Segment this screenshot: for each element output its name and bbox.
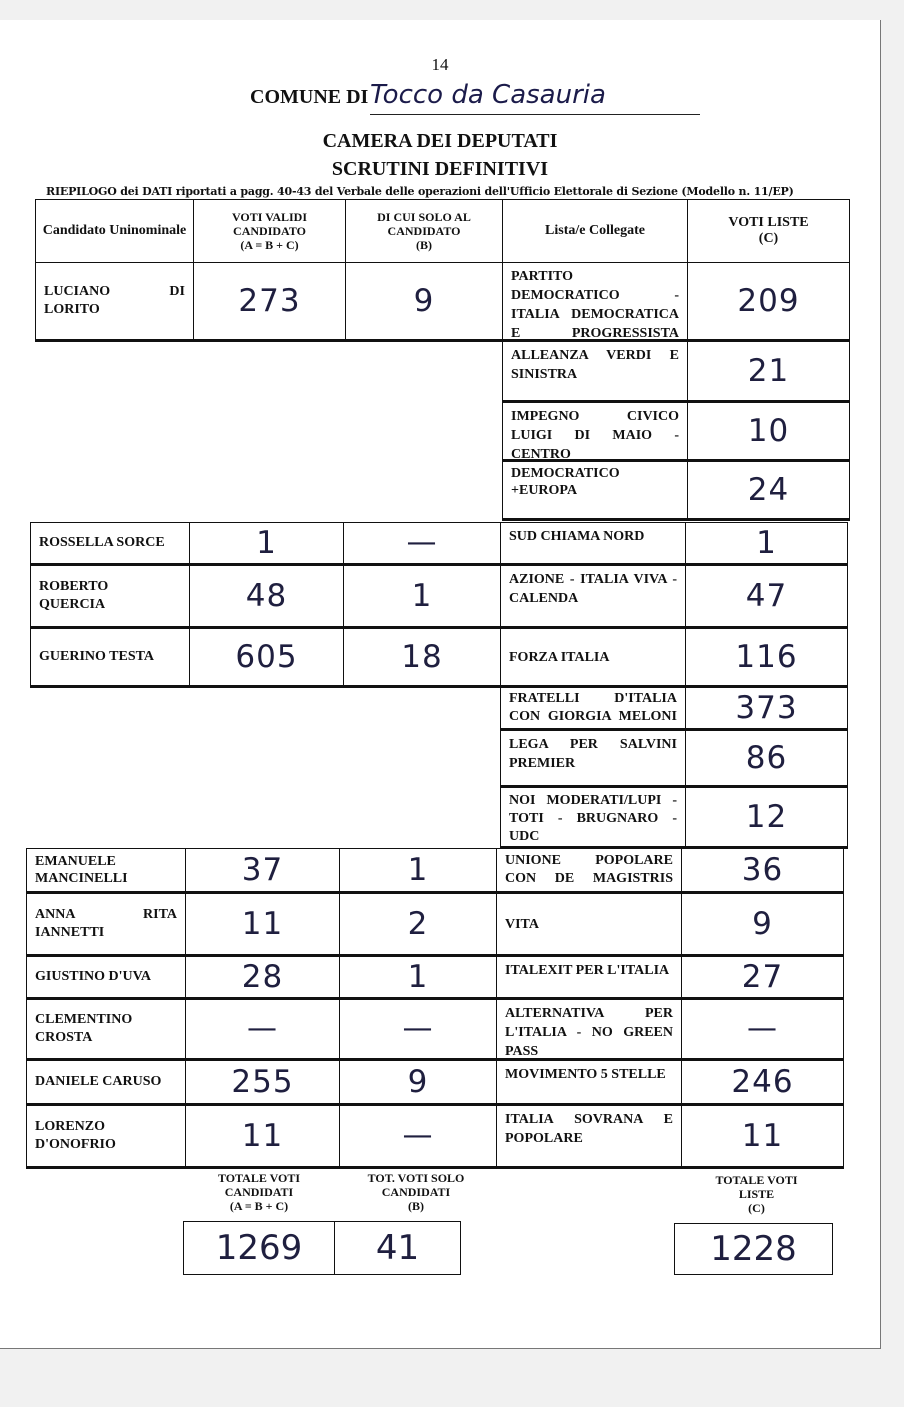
totals-lists-code: (C) [748, 1201, 765, 1215]
candidate-valid-votes: 11 [185, 893, 340, 957]
candidate-name [26, 893, 186, 957]
candidate-only-votes: 1 [339, 956, 497, 1000]
candidate-name: GIUSTINO D'UVA [26, 956, 186, 1000]
header-list-votes-label: VOTI LISTE [728, 215, 809, 230]
candidate-name [26, 1105, 186, 1169]
candidate-name-text: LORENZO D'ONOFRIO [35, 1119, 116, 1152]
list-votes: 86 [685, 730, 848, 788]
totals-lists-value: 1228 [674, 1223, 833, 1275]
header-valid-votes-label: VOTI VALIDI CANDIDATO [231, 210, 307, 238]
candidate-only-votes: 9 [339, 1060, 497, 1106]
list-name [502, 262, 688, 342]
list-name-text: IMPEGNO CIVICO LUIGI DI MAIO - CENTRO DEMOCRATICO [511, 409, 679, 481]
header-candidate-only-code: (B) [416, 238, 432, 252]
list-votes: 12 [685, 787, 848, 849]
totals-lists-header [680, 1173, 833, 1215]
chamber-heading: CAMERA DEI DEPUTATI [322, 130, 558, 152]
list-votes: 373 [685, 687, 848, 731]
comune-name-handwritten: Tocco da Casauria [370, 76, 700, 115]
list-name-text: PARTITO DEMOCRATICO - ITALIA DEMOCRATICA E PROGRESSISTA [511, 269, 679, 341]
list-name: ITALEXIT PER L'ITALIA [496, 956, 682, 1000]
candidate-only-votes: 2 [339, 893, 497, 957]
list-name [502, 341, 688, 403]
list-name: FORZA ITALIA [500, 628, 686, 688]
candidate-valid-votes: — [185, 999, 340, 1061]
candidate-name-text: CLEMENTINO CROSTA [35, 1012, 133, 1045]
candidate-name [26, 848, 186, 894]
header-candidate: Candidato Uninominale [35, 199, 194, 263]
candidate-name-text: EMANUELE MANCINELLI [35, 854, 128, 886]
list-votes: 27 [681, 956, 844, 1000]
header-list-votes [687, 199, 850, 263]
candidate-only-votes: 18 [343, 628, 501, 688]
list-name: VITA [496, 893, 682, 957]
candidate-name: ROSSELLA SORCE [30, 522, 190, 566]
candidate-only-votes: — [339, 999, 497, 1061]
totals-valid-label: TOTALE VOTI CANDIDATI [217, 1171, 301, 1199]
candidate-name [30, 565, 190, 629]
list-name [500, 687, 686, 731]
page-number: 14 [431, 55, 449, 74]
totals-valid-header [183, 1171, 335, 1213]
candidate-only-votes: 9 [345, 262, 503, 342]
candidate-name-text: ANNA RITA IANNETTI [35, 907, 177, 940]
list-votes: 47 [685, 565, 848, 629]
candidate-valid-votes: 28 [185, 956, 340, 1000]
list-votes: 209 [687, 262, 850, 342]
header-valid-votes-formula: (A = B + C) [240, 238, 299, 252]
candidate-name-text: ROBERTO QUERCIA [39, 579, 109, 612]
candidate-only-votes: — [339, 1105, 497, 1169]
totals-only-label: TOT. VOTI SOLO CANDIDATI [367, 1171, 465, 1199]
candidate-only-votes: 1 [343, 565, 501, 629]
candidate-only-votes: 1 [339, 848, 497, 894]
candidate-valid-votes: 37 [185, 848, 340, 894]
list-name: SUD CHIAMA NORD [500, 522, 686, 566]
header-lists: Lista/e Collegate [502, 199, 688, 263]
candidate-name [35, 262, 194, 342]
totals-lists-label: TOTALE VOTI LISTE [715, 1173, 798, 1201]
candidate-valid-votes: 1 [189, 522, 344, 566]
list-votes: — [681, 999, 844, 1061]
list-name-text: ITALIA SOVRANA E POPOLARE [505, 1112, 673, 1146]
list-name-text: FRATELLI D'ITALIA CON GIORGIA MELONI [509, 691, 677, 724]
list-name-text: NOI MODERATI/LUPI - TOTI - BRUGNARO - UDC [509, 793, 677, 844]
list-name [496, 848, 682, 894]
header-list-votes-code: (C) [758, 231, 779, 246]
list-name [500, 565, 686, 629]
list-votes: 116 [685, 628, 848, 688]
list-votes: 11 [681, 1105, 844, 1169]
totals-only-value: 41 [334, 1221, 461, 1275]
candidate-only-votes: — [343, 522, 501, 566]
scrutiny-heading: SCRUTINI DEFINITIVI [331, 158, 549, 180]
header-candidate-only-label: DI CUI SOLO AL CANDIDATO [377, 210, 471, 238]
list-name [502, 402, 688, 481]
candidate-name-text: LUCIANO DI LORITO [44, 284, 185, 317]
list-votes: 9 [681, 893, 844, 957]
list-name-text: ALTERNATIVA PER L'ITALIA - NO GREEN PASS [505, 1006, 673, 1059]
list-votes: 21 [687, 341, 850, 403]
totals-valid-value: 1269 [183, 1221, 335, 1275]
candidate-valid-votes: 255 [185, 1060, 340, 1106]
list-votes: 246 [681, 1060, 844, 1106]
candidate-valid-votes: 605 [189, 628, 344, 688]
candidate-valid-votes: 11 [185, 1105, 340, 1169]
list-votes: 10 [687, 402, 850, 462]
summary-line: RIEPILOGO dei DATI riportati a pagg. 40-43 del Verbale delle operazioni dell'Ufficio Elettorale di Sezione (Modello n. 11/EP) [46, 185, 794, 198]
list-name [500, 730, 686, 788]
list-name [496, 1105, 682, 1169]
list-name-text: AZIONE - ITALIA VIVA - CALENDA [509, 572, 677, 606]
comune-label: COMUNE DI [250, 86, 369, 108]
list-name-text: ALLEANZA VERDI E SINISTRA [511, 348, 679, 382]
list-votes: 24 [687, 461, 850, 521]
header-valid-votes [193, 199, 346, 263]
list-name: +EUROPA [502, 461, 688, 521]
candidate-name [26, 999, 186, 1061]
header-candidate-only [345, 199, 503, 263]
list-votes: 1 [685, 522, 848, 566]
list-name: MOVIMENTO 5 STELLE [496, 1060, 682, 1106]
list-name [500, 787, 686, 849]
candidate-name: GUERINO TESTA [30, 628, 190, 688]
list-votes: 36 [681, 848, 844, 894]
candidate-name: DANIELE CARUSO [26, 1060, 186, 1106]
candidate-valid-votes: 48 [189, 565, 344, 629]
candidate-valid-votes: 273 [193, 262, 346, 342]
totals-only-code: (B) [408, 1199, 424, 1213]
list-name-text: LEGA PER SALVINI PREMIER [509, 737, 677, 771]
list-name-text: UNIONE POPOLARE CON DE MAGISTRIS [505, 853, 673, 886]
totals-valid-formula: (A = B + C) [229, 1199, 289, 1213]
totals-only-header [337, 1171, 495, 1213]
list-name [496, 999, 682, 1061]
